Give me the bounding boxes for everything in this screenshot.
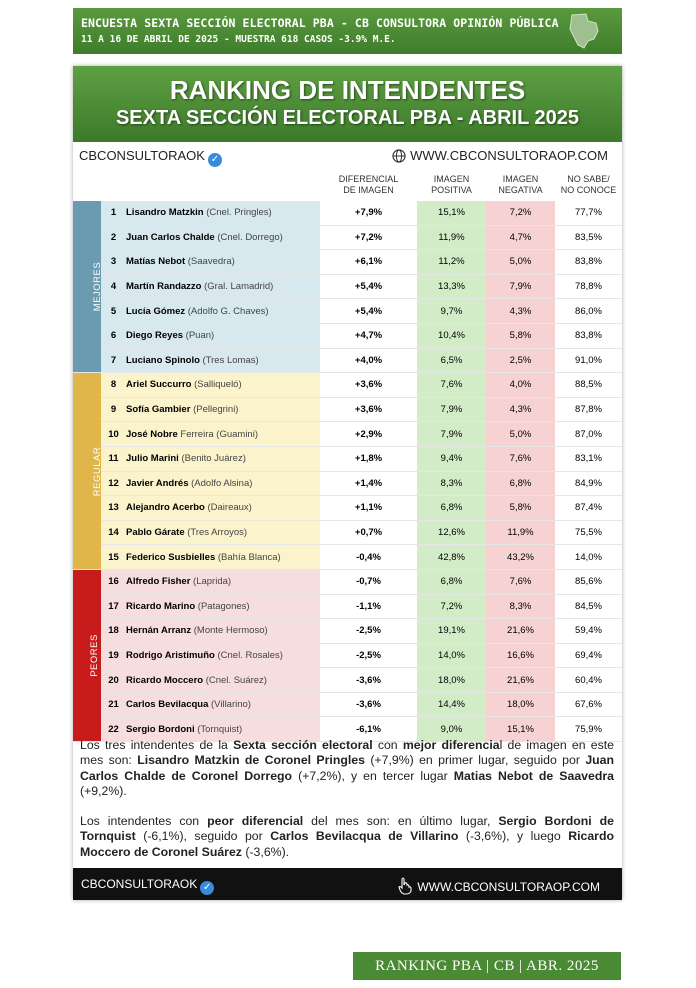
mayor-town: (Monte Hermoso) [193,625,268,637]
mayor-name-cell [126,373,320,398]
image-differential: +5,4% [320,274,417,299]
mayor-name-cell [126,422,320,447]
mayor-name-cell [126,299,320,324]
negative-image: 5,0% [486,422,555,447]
rank-number: 5 [101,299,126,324]
p1-f: Lisandro Matzkin de Coronel Pringles [137,753,365,768]
rank-number: 6 [101,323,126,348]
p1-g: (+7,9%) en primer lugar, seguido por [364,753,586,768]
no-sabe-no-conoce: 78,8% [555,274,622,299]
no-sabe-no-conoce: 87,4% [555,496,622,521]
mayor-name: Sofía Gambier [126,404,191,416]
mayor-town: (Cnel. Dorrego) [217,231,283,243]
negative-image: 43,2% [486,545,555,570]
positive-image: 6,5% [417,348,486,373]
mayor-name-cell [126,520,320,545]
negative-image: 4,3% [486,299,555,324]
rank-number: 22 [101,717,126,742]
survey-details: 11 A 16 DE ABRIL DE 2025 - MUESTRA 618 CASOS -3.9% M.E. [81,34,396,45]
col-header-neg-l1: IMAGEN [502,174,539,184]
mayor-town: (Tres Lomas) [202,354,259,366]
positive-image: 6,8% [417,496,486,521]
table-row [73,348,622,373]
col-header-neg [486,174,555,196]
image-differential: -2,5% [320,643,417,668]
p1-j: Matias Nebot de Saavedra [453,768,614,783]
image-differential: +6,1% [320,250,417,275]
image-differential: -2,5% [320,619,417,644]
rank-number: 8 [101,373,126,398]
no-sabe-no-conoce: 88,5% [555,373,622,398]
group-label-text: REGULAR [92,446,104,496]
table-row [73,274,622,299]
p1-e: l de imagen en este mes son: [80,738,614,768]
image-differential: -3,6% [320,668,417,693]
footer-website-text: WWW.CBCONSULTORAOP.COM [417,880,600,894]
no-sabe-no-conoce: 86,0% [555,299,622,324]
negative-image: 6,8% [486,471,555,496]
survey-title: ENCUESTA SEXTA SECCIÓN ELECTORAL PBA - CB CONSULTORA OPINIÓN PÚBLICA [81,16,559,30]
image-differential: +5,4% [320,299,417,324]
rank-number: 3 [101,250,126,275]
mayor-town: (Puan) [185,330,215,342]
image-differential: +4,0% [320,348,417,373]
table-row [73,594,622,619]
positive-image: 8,3% [417,471,486,496]
p1-b: Sexta sección electoral [233,738,373,752]
positive-image: 7,6% [417,373,486,398]
rank-number: 9 [101,397,126,422]
table-row [73,668,622,693]
mayor-town: (Cnel. Pringles) [206,207,272,219]
no-sabe-no-conoce: 87,0% [555,422,622,447]
positive-image: 18,0% [417,668,486,693]
no-sabe-no-conoce: 85,6% [555,569,622,594]
mayor-name-cell [126,471,320,496]
rank-number: 13 [101,496,126,521]
footer-handle-text: CBCONSULTORAOK [81,877,198,891]
footer-website-link[interactable] [397,877,600,895]
mayor-name-cell [126,250,320,275]
group-label-regular [73,373,104,570]
no-sabe-no-conoce: 83,5% [555,225,622,250]
mayor-name: Federico Susbielles [126,551,216,563]
negative-image: 4,3% [486,397,555,422]
p1-h: Juan Carlos Chalde de Coronel Dorrego [80,753,615,783]
mayor-town: (Adolfo G. Chaves) [187,305,269,317]
mayor-town: (Daireaux) [207,502,252,514]
positive-image: 7,9% [417,422,486,447]
image-differential: +2,9% [320,422,417,447]
mayor-name-cell [126,496,320,521]
mayor-town: (Salliqueló) [194,379,242,391]
table-row [73,471,622,496]
rank-number: 4 [101,274,126,299]
table-row [73,422,622,447]
negative-image: 21,6% [486,668,555,693]
verified-icon: ✓ [208,153,222,167]
no-sabe-no-conoce: 84,5% [555,594,622,619]
table-row [73,446,622,471]
mayor-name: Lucía Gómez [126,305,186,317]
no-sabe-no-conoce: 75,9% [555,717,622,742]
positive-image: 13,3% [417,274,486,299]
negative-image: 18,0% [486,692,555,717]
table-row [73,250,622,275]
mayor-name: Javier Andrés [126,477,189,489]
p1-c: con [372,738,403,752]
mayor-town: (Villarino) [211,699,251,711]
mayor-name-cell [126,643,320,668]
negative-image: 15,1% [486,717,555,742]
negative-image: 11,9% [486,520,555,545]
mayor-town: (Laprida) [193,576,232,588]
no-sabe-no-conoce: 84,9% [555,471,622,496]
no-sabe-no-conoce: 83,8% [555,250,622,275]
image-differential: -6,1% [320,717,417,742]
negative-image: 21,6% [486,619,555,644]
rank-number: 20 [101,668,126,693]
mayor-town: (Pellegrini) [193,404,239,416]
rank-number: 11 [101,446,126,471]
summary-worst [80,814,614,860]
page-title: RANKING DE INTENDENTES [169,75,526,105]
table-row [73,496,622,521]
col-header-ns-l2: NO CONOCE [560,185,617,195]
p1-a: Los tres intendentes de la [80,738,234,752]
rank-number: 7 [101,348,126,373]
no-sabe-no-conoce: 14,0% [555,545,622,570]
no-sabe-no-conoce: 67,6% [555,692,622,717]
group-label-mejores [73,201,104,373]
mayor-name: Carlos Bevilacqua [126,699,209,711]
p2-f: Carlos Bevilacqua de Villarino [270,829,459,844]
image-differential: +3,6% [320,397,417,422]
table-row [73,323,622,348]
rank-number: 10 [101,422,126,447]
rank-number: 1 [101,201,126,225]
mayor-name-cell [126,619,320,644]
p2-c: del mes son: en último lugar, [303,814,499,828]
p2-e: (-6,1%), seguido por [135,829,271,844]
col-header-ns-l1: NO SABE/ [567,174,610,184]
pointer-hand-icon [397,877,413,895]
footer-handle [81,877,214,895]
image-differential: -3,6% [320,692,417,717]
no-sabe-no-conoce: 91,0% [555,348,622,373]
group-label-text: MEJORES [92,261,104,312]
group-label-text: PEORES [88,634,100,677]
footer-bar [73,868,622,900]
mayor-name: Sergio Bordoni [126,723,195,735]
no-sabe-no-conoce: 87,8% [555,397,622,422]
p2-i: (-3,6%). [241,844,290,859]
image-differential: +7,2% [320,225,417,250]
negative-image: 16,6% [486,643,555,668]
col-header-pos [417,174,486,196]
col-header-pos-l2: POSITIVA [431,185,472,195]
positive-image: 9,4% [417,446,486,471]
negative-image: 4,0% [486,373,555,398]
mayor-name-cell [126,692,320,717]
table-row [73,569,622,594]
no-sabe-no-conoce: 75,5% [555,520,622,545]
image-differential: +4,7% [320,323,417,348]
mayor-town: (Cnel. Suárez) [205,674,267,686]
mayor-town: (Benito Juárez) [181,453,246,465]
positive-image: 42,8% [417,545,486,570]
image-differential: -0,7% [320,569,417,594]
table-row [73,545,622,570]
mayor-name: Luciano Spinolo [126,354,200,366]
positive-image: 12,6% [417,520,486,545]
verified-icon: ✓ [200,881,214,895]
rank-number: 18 [101,619,126,644]
mayor-name: Juan Carlos Chalde [126,231,215,243]
globe-icon [392,149,406,163]
positive-image: 7,2% [417,594,486,619]
table-row [73,397,622,422]
positive-image: 6,8% [417,569,486,594]
positive-image: 7,9% [417,397,486,422]
brand-handle-text: CBCONSULTORAOK [79,148,205,163]
negative-image: 7,6% [486,569,555,594]
positive-image: 10,4% [417,323,486,348]
col-header-neg-l2: NEGATIVA [498,185,543,195]
mayor-name-cell [126,225,320,250]
mayor-town: Ferreira (Guamini) [180,428,258,440]
no-sabe-no-conoce: 69,4% [555,643,622,668]
image-differential: +1,8% [320,446,417,471]
mayor-name-cell [126,323,320,348]
rank-number: 14 [101,520,126,545]
mayor-name-cell [126,397,320,422]
mayor-town: (Cnel. Rosales) [217,649,283,661]
mayor-town: (Tornquist) [197,723,243,735]
mayor-name: Alejandro Acerbo [126,502,205,514]
positive-image: 11,9% [417,225,486,250]
negative-image: 8,3% [486,594,555,619]
positive-image: 14,4% [417,692,486,717]
p1-d: mejor diferencia [402,738,500,752]
positive-image: 9,7% [417,299,486,324]
mayor-name: Julio Marini [126,453,179,465]
image-differential: +7,9% [320,201,417,225]
survey-header-bar [73,8,622,54]
rank-number: 17 [101,594,126,619]
table-row [73,299,622,324]
mayor-town: (Tres Arroyos) [187,527,248,539]
col-header-ns [555,174,622,196]
mayor-name: Ricardo Marino [126,600,196,612]
table-row [73,225,622,250]
image-differential: -1,1% [320,594,417,619]
p2-h: Ricardo Moccero de Coronel Suárez [80,829,614,859]
negative-image: 4,7% [486,225,555,250]
positive-image: 15,1% [417,201,486,225]
p2-d: Sergio Bordoni de Tornquist [80,814,614,844]
mayor-name: Lisandro Matzkin [126,207,204,219]
table-row [73,520,622,545]
summary-best [80,738,614,799]
positive-image: 11,2% [417,250,486,275]
no-sabe-no-conoce: 83,1% [555,446,622,471]
image-differential: +1,4% [320,471,417,496]
mayor-name-cell [126,274,320,299]
positive-image: 14,0% [417,643,486,668]
mayor-name: Ariel Succurro [126,379,192,391]
group-label-peores [73,569,101,741]
mayor-town: (Adolfo Alsina) [191,477,253,489]
brand-handle [79,148,222,167]
mayor-name: Matías Nebot [126,256,186,268]
negative-image: 5,8% [486,496,555,521]
negative-image: 5,0% [486,250,555,275]
mayor-name-cell [126,668,320,693]
p1-k: (+9,2%). [80,783,127,798]
rank-number: 2 [101,225,126,250]
negative-image: 7,9% [486,274,555,299]
p2-b: peor diferencial [207,814,304,828]
no-sabe-no-conoce: 77,7% [555,201,622,225]
negative-image: 5,8% [486,323,555,348]
mayor-town: (Patagones) [197,600,250,612]
mayor-town: (Bahía Blanca) [217,551,281,563]
mayor-name-cell [126,569,320,594]
website-link[interactable] [392,148,608,163]
table-row [73,643,622,668]
ranking-table [73,201,622,742]
image-differential: +0,7% [320,520,417,545]
province-map-icon [564,11,604,51]
col-header-diff-l1: DIFERENCIAL [338,174,399,184]
col-header-diff-l2: DE IMAGEN [343,185,394,195]
image-differential: +1,1% [320,496,417,521]
table-row [73,201,622,225]
no-sabe-no-conoce: 83,8% [555,323,622,348]
table-row [73,373,622,398]
rank-number: 19 [101,643,126,668]
negative-image: 2,5% [486,348,555,373]
rank-number: 12 [101,471,126,496]
ranking-table-body [73,201,622,742]
no-sabe-no-conoce: 59,4% [555,619,622,644]
title-band [73,66,622,142]
mayor-name: José Nobre [126,428,178,440]
negative-image: 7,2% [486,201,555,225]
mayor-name: Martín Randazzo [126,281,202,293]
rank-number: 16 [101,569,126,594]
image-differential: -0,4% [320,545,417,570]
table-row [73,619,622,644]
mayor-name: Diego Reyes [126,330,184,342]
p2-g: (-3,6%), y luego [458,829,569,844]
mayor-name-cell [126,446,320,471]
mayor-name-cell [126,594,320,619]
rank-number: 15 [101,545,126,570]
mayor-town: (Gral. Lamadrid) [204,281,274,293]
p2-a: Los intendentes con [80,814,208,828]
mayor-name: Pablo Gárate [126,527,185,539]
negative-image: 7,6% [486,446,555,471]
col-header-pos-l1: IMAGEN [433,174,470,184]
mayor-name: Ricardo Moccero [126,674,204,686]
page-subtitle: SEXTA SECCIÓN ELECTORAL PBA - ABRIL 2025 [115,107,580,129]
no-sabe-no-conoce: 60,4% [555,668,622,693]
rank-number: 21 [101,692,126,717]
mayor-town: (Saavedra) [187,256,235,268]
website-text: WWW.CBCONSULTORAOP.COM [410,148,608,163]
mayor-name: Rodrigo Aristimuño [126,649,215,661]
mayor-name-cell [126,201,320,225]
ranking-card [73,66,622,900]
positive-image: 19,1% [417,619,486,644]
bottom-label: RANKING PBA | CB | ABR. 2025 [353,952,621,980]
mayor-name-cell [126,545,320,570]
p1-i: (+7,2%), y en tercer lugar [292,768,454,783]
mayor-name: Hernán Arranz [126,625,192,637]
positive-image: 9,0% [417,717,486,742]
brand-row [73,148,622,168]
image-differential: +3,6% [320,373,417,398]
mayor-name-cell [126,348,320,373]
table-row [73,692,622,717]
mayor-name: Alfredo Fisher [126,576,191,588]
col-header-diff [320,174,417,196]
